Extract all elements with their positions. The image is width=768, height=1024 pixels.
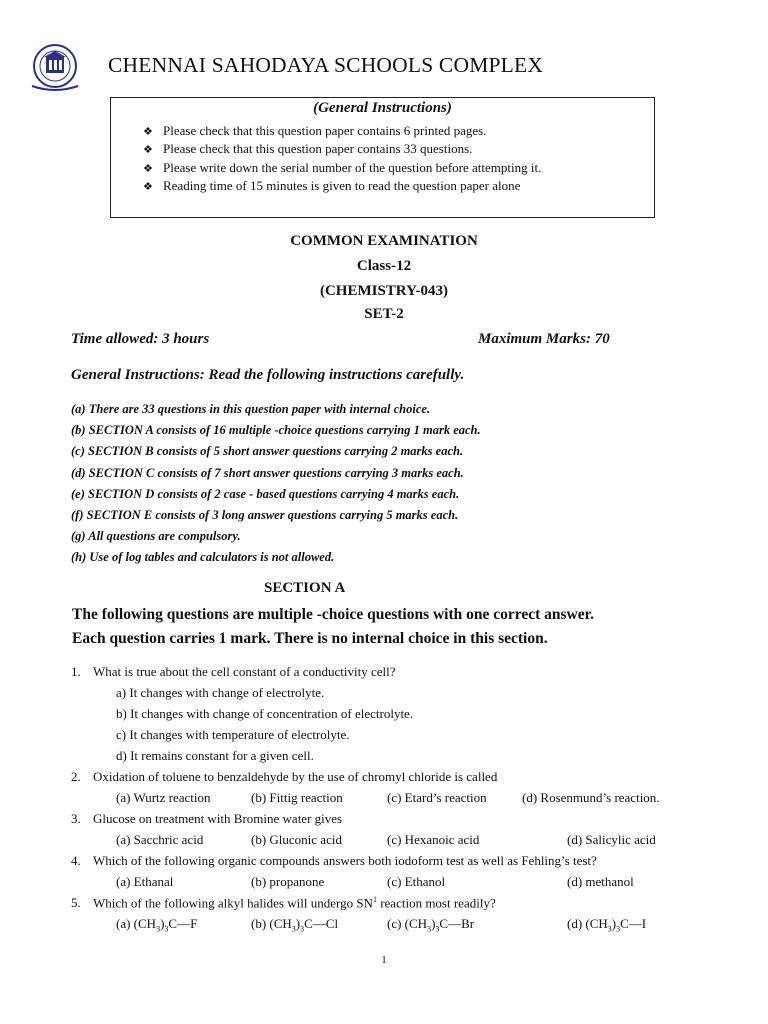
list-item: (b) SECTION A consists of 16 multiple -choice questions carrying 1 mark each. (71, 423, 481, 438)
bullet-icon: ❖ (143, 126, 153, 138)
school-name-header: CHENNAI SAHODAYA SCHOOLS COMPLEX (108, 53, 544, 77)
question-option: a) It changes with change of electrolyte. (116, 685, 325, 700)
question-number: 2. (71, 769, 81, 784)
question-option: (d) Salicylic acid (567, 832, 656, 847)
time-allowed: Time allowed: 3 hours (71, 331, 210, 347)
exam-name: COMMON EXAMINATION (290, 233, 478, 249)
question-option: (b) propanone (251, 874, 325, 889)
section-a-title: SECTION A (264, 580, 346, 596)
school-logo (26, 42, 84, 94)
question-option: (c) Hexanoic acid (387, 832, 480, 847)
question-option: (d) $(CH_3)_3C—I$ (567, 916, 647, 934)
question-text: What is true about the cell constant of a conductivity cell? (93, 664, 396, 679)
list-item: (c) SECTION B consists of 5 short answer questions carrying 2 marks each. (71, 444, 464, 459)
question-option: (d) Rosenmund’s reaction. (522, 790, 660, 805)
maximum-marks: Maximum Marks: 70 (478, 331, 610, 347)
question-option: (b) Gluconic acid (251, 832, 342, 847)
question-text: Which of the following alkyl halides will undergo $SN^1$ reaction most readily? (93, 895, 496, 911)
question-option: (d) methanol (567, 874, 634, 889)
question-text: Glucose on treatment with Bromine water gives (93, 811, 343, 826)
question-option: (a) Wurtz reaction (116, 790, 211, 805)
question-number: 3. (71, 811, 81, 826)
question-option: d) It remains constant for a given cell. (116, 748, 314, 763)
bullet-icon: ❖ (143, 162, 153, 175)
exam-subject: (CHEMISTRY-043) (319, 283, 449, 299)
list-item: (a) There are 33 questions in this question paper with internal choice. (71, 402, 431, 416)
page-number: 1 (381, 954, 387, 966)
question-option: c) It changes with temperature of electrolyte. (116, 727, 350, 742)
question-option: b) It changes with change of concentration of electrolyte. (116, 706, 414, 721)
instructions-heading: General Instructions: Read the following instructions carefully. (71, 367, 465, 383)
question-option: (a) Ethanal (116, 874, 174, 889)
question-number: 4. (71, 853, 81, 868)
exam-set: SET-2 (364, 306, 404, 322)
bullet-icon: ❖ (143, 144, 153, 157)
list-item: (f) SECTION E consists of 3 long answer questions carrying 5 marks each. (71, 507, 459, 522)
question-text: Which of the following organic compounds answers both iodoform test as well as Fehling’s test? (93, 853, 597, 868)
section-a-intro: The following questions are multiple -choice questions with one correct answer. Each question carries 1 mark. There is no internal choice in this section. (72, 606, 594, 647)
question-option: (b) Fittig reaction (251, 790, 343, 805)
question-option: (a) Sacchric acid (116, 832, 204, 847)
question-option: (c) $(CH_3)_3C—Br$ (387, 916, 475, 934)
list-item: (d) SECTION C consists of 7 short answer questions carrying 3 marks each. (71, 465, 464, 480)
list-item: ❖ Reading time of 15 minutes is given to read the question paper alone (143, 177, 541, 195)
general-instructions-box (110, 97, 655, 218)
list-item: (g) All questions are compulsory. (71, 529, 241, 544)
list-item: ❖ Please write down the serial number of the question before attempting it. (143, 159, 541, 177)
instructions-list (71, 399, 481, 569)
question-option: (a) $(CH_3)_3C—F$ (116, 916, 198, 934)
bullet-icon: ❖ (143, 180, 153, 193)
question-number: 5. (71, 895, 81, 910)
list-item: ❖ Please check that this question paper contains 6 printed pages. (143, 122, 541, 140)
question-option: (b) $(CH_3)_3C—Cl$ (251, 916, 339, 934)
list-item: ❖ Please check that this question paper contains 33 questions. (143, 140, 541, 158)
question-text: Oxidation of toluene to benzaldehyde by the use of chromyl chloride is called (93, 769, 498, 784)
list-item: (h) Use of log tables and calculators is not allowed. (71, 550, 335, 565)
general-instructions-list (143, 122, 541, 195)
question-option: (c) Ethanol (387, 874, 446, 889)
question-number: 1. (71, 664, 81, 679)
general-instructions-title: (General Instructions) (313, 100, 452, 116)
list-item: (e) SECTION D consists of 2 case - based questions carrying 4 marks each. (71, 486, 460, 501)
question-option: (c) Etard’s reaction (387, 790, 487, 805)
exam-class: Class-12 (356, 258, 412, 274)
